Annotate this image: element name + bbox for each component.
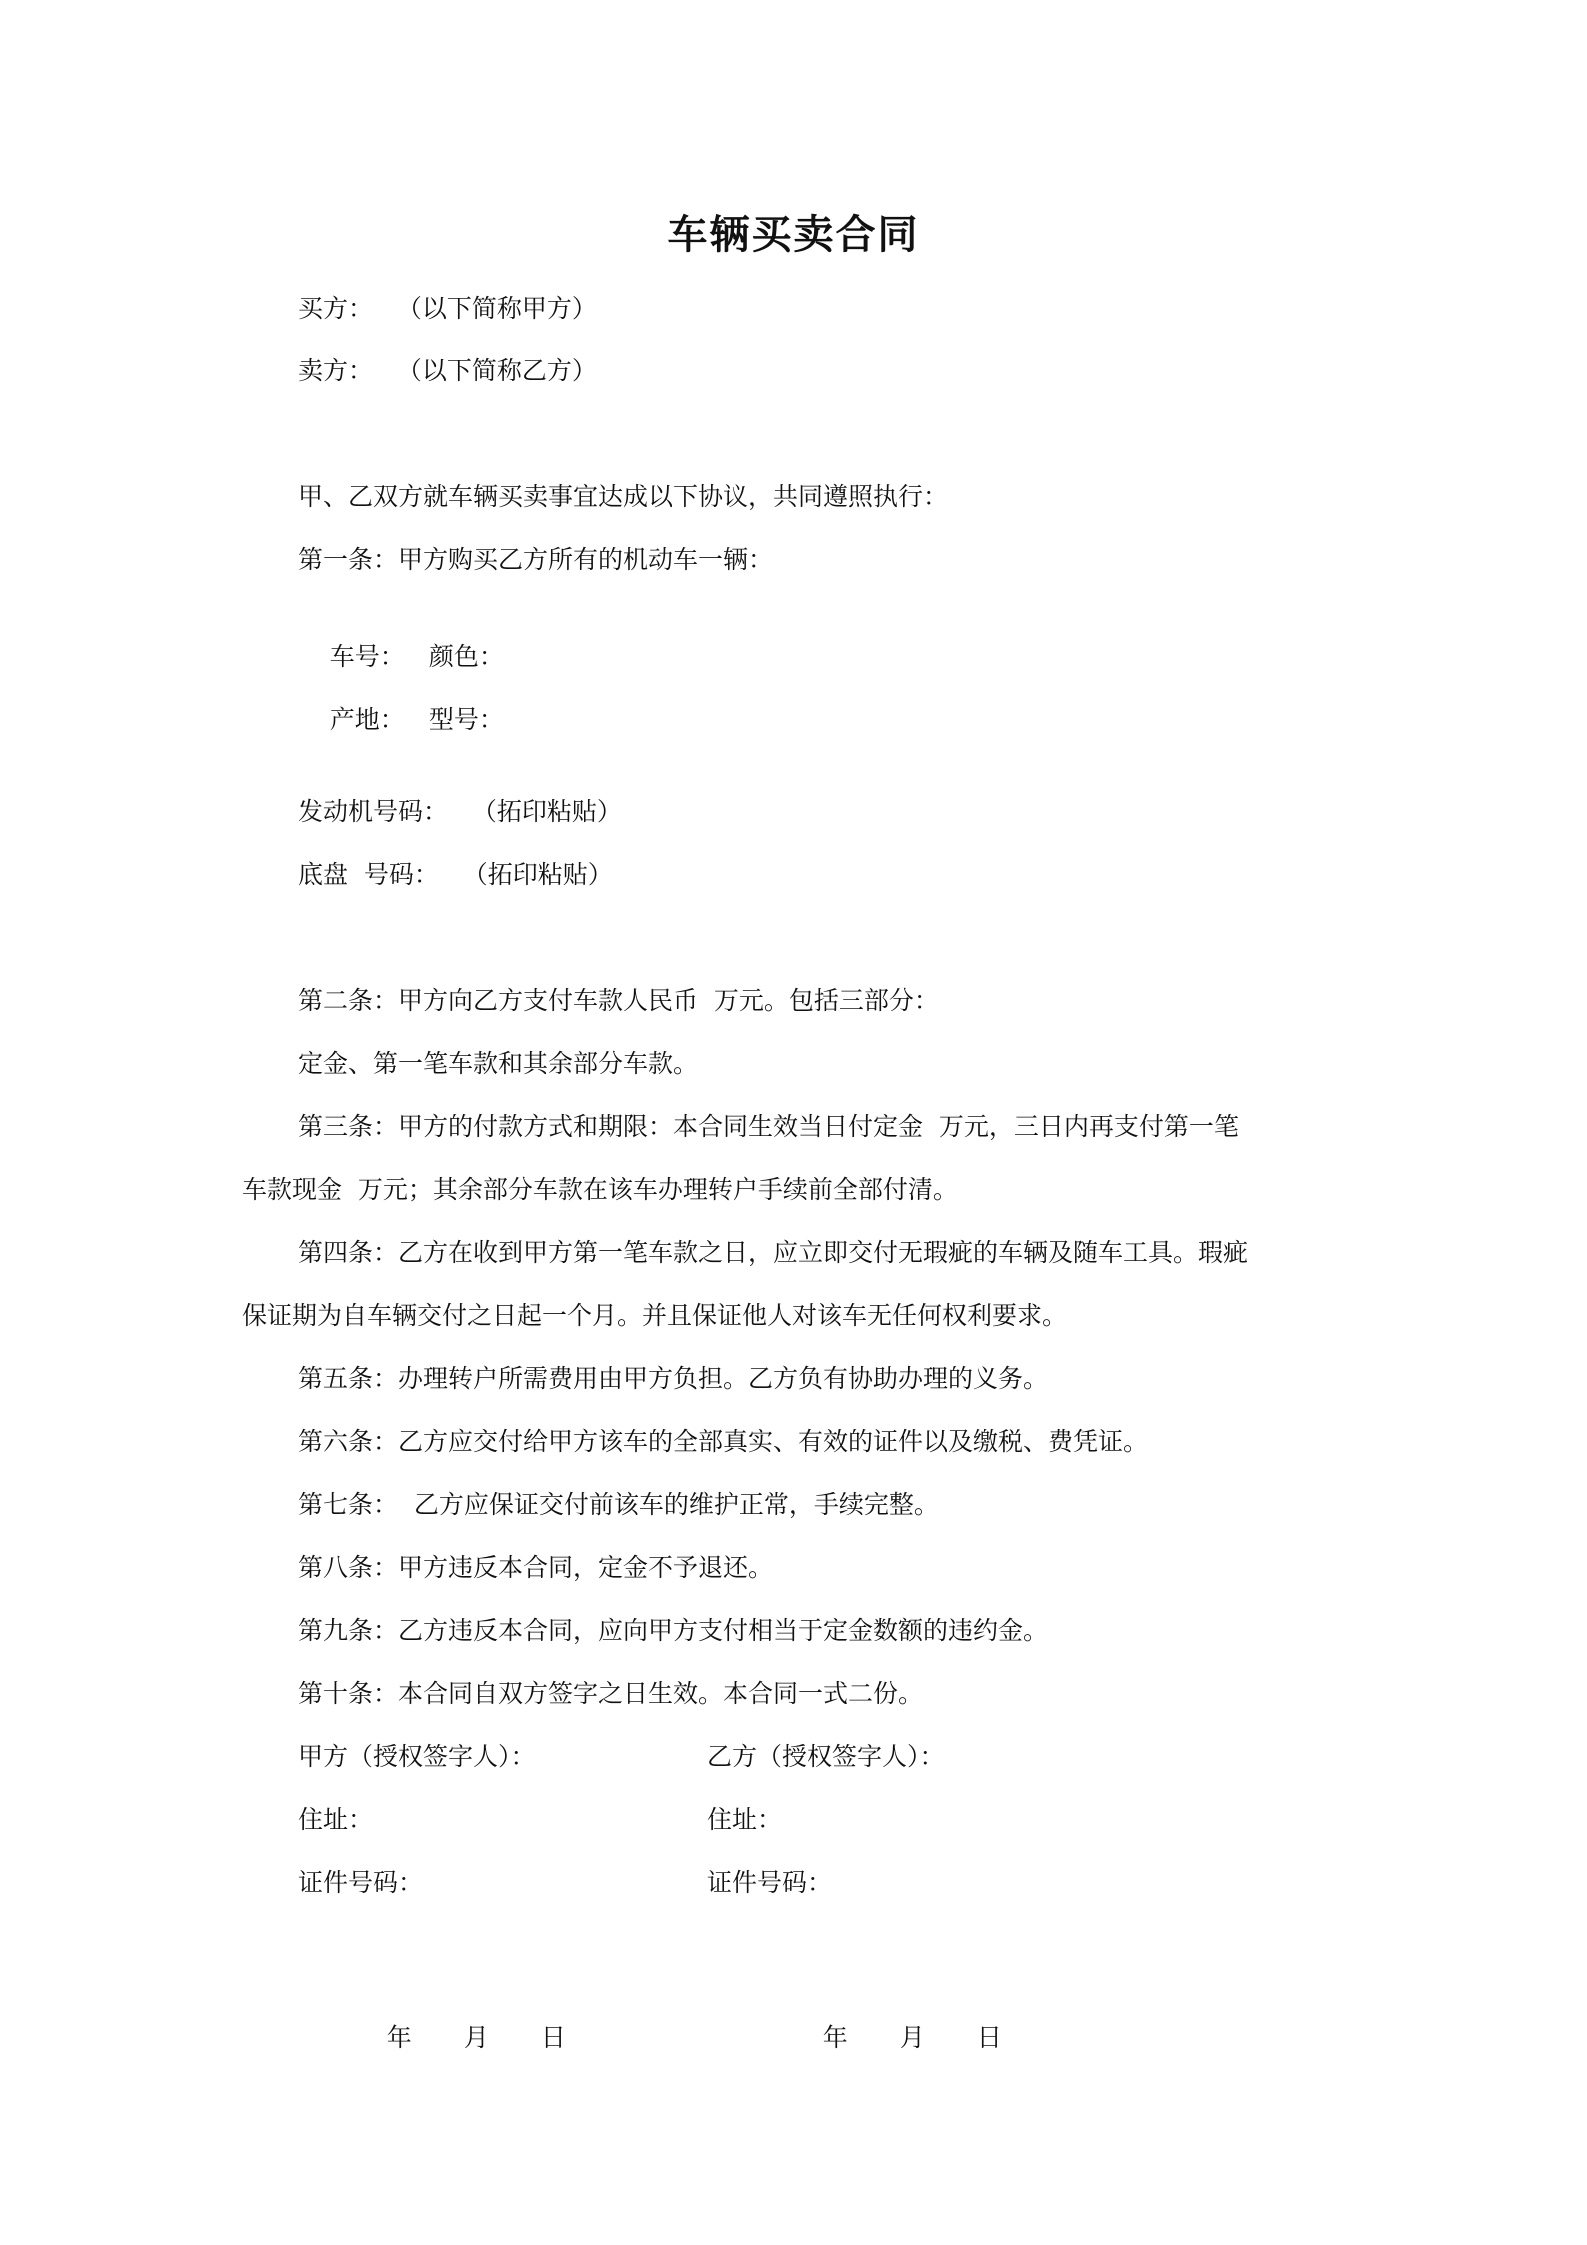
date-year: 年 xyxy=(822,2023,848,2052)
article-10: 第十条：本合同自双方签字之日生效。本合同一式二份。 xyxy=(298,1679,924,1708)
party-a-id-number: 证件号码： xyxy=(298,1868,424,1897)
party-a-signatory: 甲方（授权签字人）： xyxy=(298,1742,536,1771)
intro-paragraph: 甲、乙双方就车辆买卖事宜达成以下协议，共同遵照执行： xyxy=(298,482,949,511)
date-year: 年 xyxy=(386,2023,412,2052)
article-9: 第九条：乙方违反本合同，应向甲方支付相当于定金数额的违约金。 xyxy=(298,1616,1049,1645)
article-7: 第七条： 乙方应保证交付前该车的维护正常，手续完整。 xyxy=(298,1490,939,1519)
article-3-line-1: 第三条：甲方的付款方式和期限：本合同生效当日付定金 万元，三日内再支付第一笔 xyxy=(298,1112,1239,1141)
article-2-line-2: 定金、第一笔车款和其余部分车款。 xyxy=(298,1049,699,1078)
color-label: 颜色： xyxy=(428,642,504,671)
party-a-address: 住址： xyxy=(298,1805,374,1834)
date-day: 日 xyxy=(976,2023,1002,2052)
party-b-date xyxy=(791,1987,1002,2089)
document-title: 车辆买卖合同 xyxy=(667,211,920,258)
party-a-date xyxy=(355,1987,566,2089)
plate-label: 车号： xyxy=(329,642,405,671)
date-month: 月 xyxy=(899,2023,925,2052)
article-4-line-2: 保证期为自车辆交付之日起一个月。并且保证他人对该车无任何权利要求。 xyxy=(242,1301,1068,1330)
origin-label: 产地： xyxy=(329,705,405,734)
date-day: 日 xyxy=(540,2023,566,2052)
article-2-line-1: 第二条：甲方向乙方支付车款人民币 万元。包括三部分： xyxy=(298,986,939,1015)
party-b-id-number: 证件号码： xyxy=(707,1868,833,1897)
article-5: 第五条：办理转户所需费用由甲方负担。乙方负有协助办理的义务。 xyxy=(298,1364,1049,1393)
seller-line: 卖方： （以下简称乙方） xyxy=(298,356,597,385)
origin-model-row xyxy=(298,669,504,771)
buyer-line: 买方： （以下简称甲方） xyxy=(298,294,597,323)
article-3-line-2: 车款现金 万元；其余部分车款在该车办理转户手续前全部付清。 xyxy=(242,1175,958,1204)
date-month: 月 xyxy=(463,2023,489,2052)
article-1: 第一条：甲方购买乙方所有的机动车一辆： xyxy=(298,545,774,574)
article-8: 第八条：甲方违反本合同，定金不予退还。 xyxy=(298,1553,774,1582)
party-b-signatory: 乙方（授权签字人）： xyxy=(707,1742,945,1771)
article-6: 第六条：乙方应交付给甲方该车的全部真实、有效的证件以及缴税、费凭证。 xyxy=(298,1427,1149,1456)
engine-number-line: 发动机号码： （拓印粘贴） xyxy=(298,797,622,826)
model-label: 型号： xyxy=(428,705,504,734)
article-4-line-1: 第四条：乙方在收到甲方第一笔车款之日，应立即交付无瑕疵的车辆及随车工具。瑕疵 xyxy=(298,1238,1249,1267)
party-b-address: 住址： xyxy=(707,1805,783,1834)
chassis-number-line: 底盘 号码： （拓印粘贴） xyxy=(298,860,613,889)
